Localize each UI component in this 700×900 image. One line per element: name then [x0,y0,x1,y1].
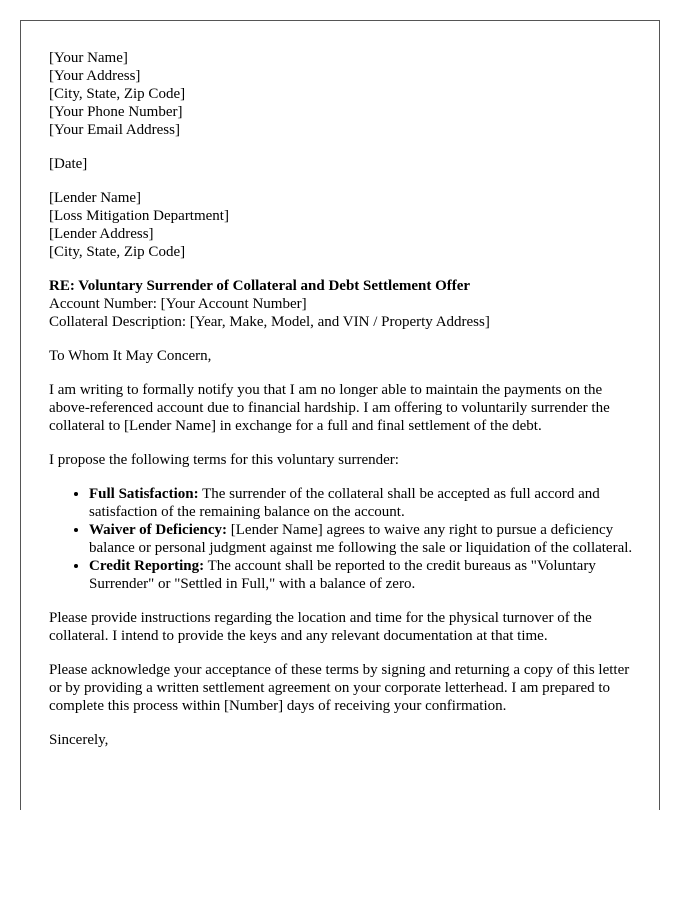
closing: Sincerely, [49,732,109,748]
letter-content [49,49,634,765]
subject-block [49,277,634,331]
re-line: RE: Voluntary Surrender of Collateral and Debt Settlement Offer [49,278,471,294]
term-title: Credit Reporting: [89,558,205,574]
term-text: The account shall be reported to the credit bureaus as "Voluntary Surrender" or "Settled in Full," with a balance of zero. [89,558,596,592]
sender-email: [Your Email Address] [49,122,180,138]
sender-name: [Your Name] [49,50,128,66]
intro-paragraph: I am writing to formally notify you that I am no longer able to maintain the payments on the above-referenced account due to financial hardship. I am offering to voluntarily surrender the collateral to [Lender Name] in exchange for a full and final settlement of the debt. [49,382,610,434]
term-title: Full Satisfaction: [89,486,199,502]
recipient-block [49,189,634,261]
date-block [49,155,634,173]
letter-page [20,20,660,810]
terms-list [49,485,634,593]
term-item-credit-reporting [89,557,634,593]
sender-city-state-zip: [City, State, Zip Code] [49,86,186,102]
letter-date: [Date] [49,156,88,172]
collateral-description: Collateral Description: [Year, Make, Model, and VIN / Property Address] [49,314,490,330]
recipient-department: [Loss Mitigation Department] [49,208,229,224]
acknowledgement-paragraph: Please acknowledge your acceptance of these terms by signing and returning a copy of this letter or by providing a written settlement agreement on your corporate letterhead. I am prepared to complete this process within [Number] days of receiving your confirmation. [49,662,630,714]
sender-block [49,49,634,139]
term-item-waiver-of-deficiency [89,521,634,557]
recipient-city-state-zip: [City, State, Zip Code] [49,244,186,260]
recipient-name: [Lender Name] [49,190,142,206]
sender-address: [Your Address] [49,68,141,84]
terms-intro-paragraph: I propose the following terms for this voluntary surrender: [49,452,399,468]
sender-phone: [Your Phone Number] [49,104,183,120]
term-text: [Lender Name] agrees to waive any right to pursue a deficiency balance or personal judgment against me following the sale or liquidation of the collateral. [89,522,633,556]
term-title: Waiver of Deficiency: [89,522,228,538]
salutation: To Whom It May Concern, [49,348,212,364]
term-text: The surrender of the collateral shall be accepted as full accord and satisfaction of the remaining balance on the account. [89,486,600,520]
recipient-address: [Lender Address] [49,226,154,242]
term-item-full-satisfaction [89,485,634,521]
logistics-paragraph: Please provide instructions regarding the location and time for the physical turnover of the collateral. I intend to provide the keys and any relevant documentation at that time. [49,610,592,644]
account-number: Account Number: [Your Account Number] [49,296,307,312]
